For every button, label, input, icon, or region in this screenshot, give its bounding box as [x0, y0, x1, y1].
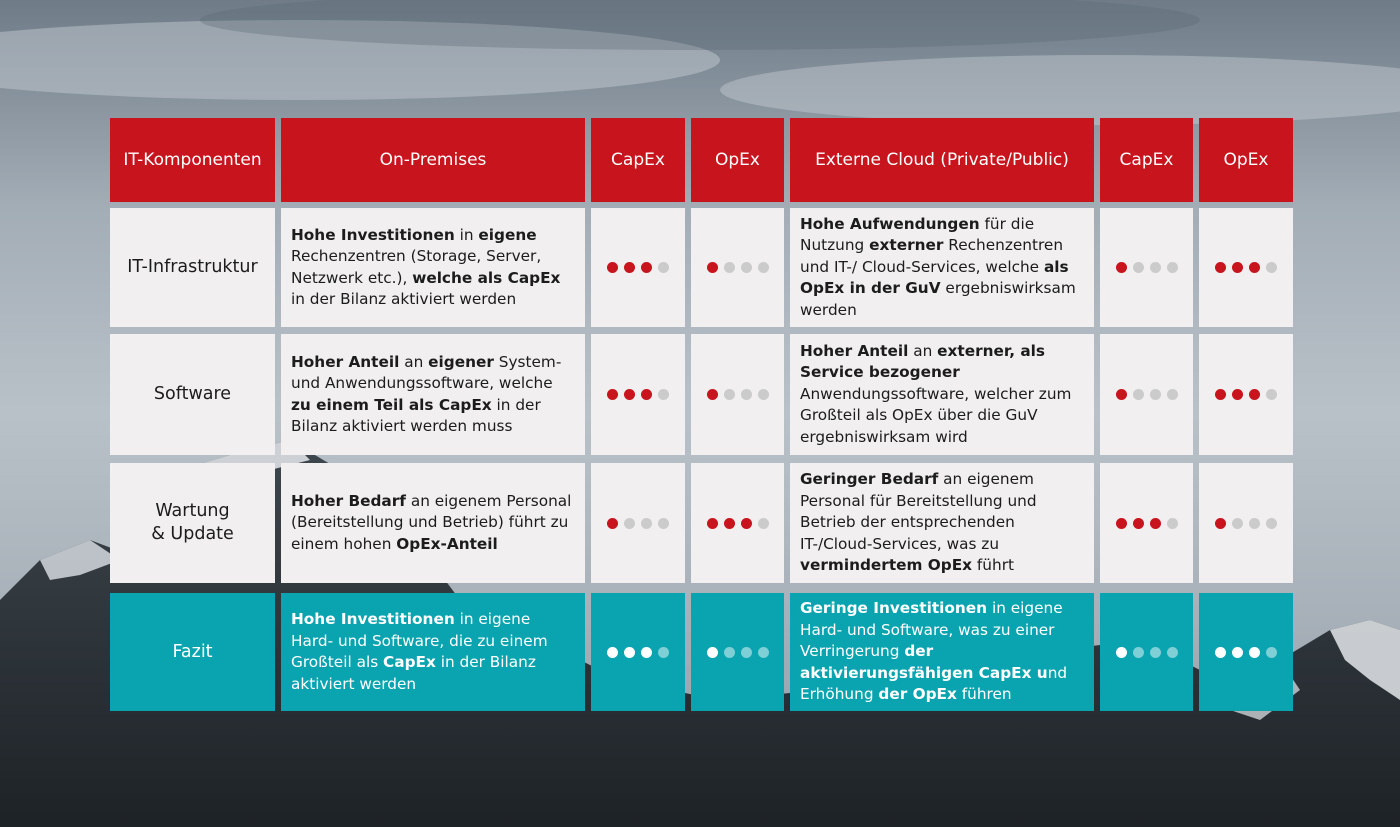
rating-dot-empty [1266, 389, 1277, 400]
rating-dot-filled [1215, 647, 1226, 658]
row-label: IT-Infrastruktur [127, 257, 258, 277]
rating-dots [607, 389, 669, 400]
header-label: CapEx [611, 150, 665, 170]
infra-cloud-text [790, 208, 1094, 327]
row-label: Wartung & Update [151, 501, 234, 544]
rating-dot-filled [1116, 647, 1127, 658]
header-label: IT-Komponenten [123, 150, 262, 170]
rating-dot-empty [641, 518, 652, 529]
rating-dot-empty [1150, 262, 1161, 273]
rating-dot-filled [1215, 518, 1226, 529]
rating-dots [607, 262, 669, 273]
conclusion-onprem-opex-rating [691, 593, 784, 711]
maintenance-onprem-text [281, 463, 585, 583]
cell-text: Hoher Bedarf an eigenem Personal (Bereitstellung und Betrieb) führt zu einem hohen OpEx-Anteil [291, 491, 572, 553]
infra-cloud-capex-rating [1100, 208, 1193, 327]
rating-dots [707, 262, 769, 273]
conclusion-cloud-opex-rating [1199, 593, 1293, 711]
header-label: OpEx [715, 150, 760, 170]
rating-dot-filled [641, 262, 652, 273]
rating-dot-filled [1249, 389, 1260, 400]
maintenance-cloud-opex-rating [1199, 463, 1293, 583]
software-cloud-capex-rating [1100, 334, 1193, 455]
rating-dot-empty [724, 262, 735, 273]
rating-dots [1215, 262, 1277, 273]
header-opex-cloud [1199, 118, 1293, 202]
rating-dot-empty [1249, 518, 1260, 529]
header-capex-onprem [591, 118, 685, 202]
row-label: Software [153, 384, 232, 404]
rating-dot-empty [741, 647, 752, 658]
rating-dot-empty [741, 389, 752, 400]
infra-onprem-capex-rating [591, 208, 685, 327]
rating-dots [1116, 647, 1178, 658]
header-label: OpEx [1223, 150, 1269, 170]
header-label: Externe Cloud (Private/Public) [815, 150, 1069, 170]
software-onprem-capex-rating [591, 334, 685, 455]
row-label-conclusion [110, 593, 275, 711]
rating-dot-filled [607, 647, 618, 658]
rating-dot-empty [658, 262, 669, 273]
conclusion-cloud-text [790, 593, 1094, 711]
rating-dots [1116, 262, 1178, 273]
rating-dot-filled [1249, 647, 1260, 658]
maintenance-cloud-capex-rating [1100, 463, 1193, 583]
rating-dot-filled [1116, 389, 1127, 400]
rating-dots [1215, 389, 1277, 400]
rating-dot-empty [1266, 647, 1277, 658]
rating-dot-filled [607, 389, 618, 400]
rating-dots [1116, 389, 1178, 400]
rating-dot-empty [658, 647, 669, 658]
software-onprem-opex-rating [691, 334, 784, 455]
rating-dots [707, 389, 769, 400]
rating-dot-filled [724, 518, 735, 529]
cell-text: Hoher Anteil an externer, als Service bezogener Anwendungssoftware, welcher zum Großteil als OpEx über die GuV ergebniswirksam wird [800, 341, 1072, 446]
cell-text: Geringe Investitionen in eigene Hard- und Software, was zu einer Verringerung der aktivierungsfähigen CapEx und Erhöhung der OpEx führen [800, 599, 1068, 704]
row-label-it-infrastructure [110, 208, 275, 327]
rating-dot-filled [707, 647, 718, 658]
infra-cloud-opex-rating [1199, 208, 1293, 327]
maintenance-onprem-opex-rating [691, 463, 784, 583]
rating-dot-filled [624, 262, 635, 273]
rating-dot-filled [607, 518, 618, 529]
rating-dot-empty [724, 389, 735, 400]
rating-dot-empty [1150, 647, 1161, 658]
rating-dots [707, 518, 769, 529]
rating-dots [1215, 647, 1277, 658]
rating-dots [607, 647, 669, 658]
header-label: On-Premises [379, 150, 487, 170]
maintenance-cloud-text [790, 463, 1094, 583]
rating-dot-filled [1249, 262, 1260, 273]
rating-dot-filled [607, 262, 618, 273]
rating-dot-empty [1167, 262, 1178, 273]
rating-dot-filled [641, 647, 652, 658]
rating-dot-filled [1116, 262, 1127, 273]
rating-dot-empty [624, 518, 635, 529]
cell-text: Hoher Anteil an eigener System- und Anwendungssoftware, welche zu einem Teil als CapEx in der Bilanz aktiviert werden muss [291, 352, 562, 435]
rating-dot-empty [1133, 647, 1144, 658]
rating-dot-empty [1167, 647, 1178, 658]
rating-dot-filled [707, 389, 718, 400]
software-cloud-text [790, 334, 1094, 455]
rating-dot-filled [624, 647, 635, 658]
cell-text: Geringer Bedarf an eigenem Personal für Bereitstellung und Betrieb der entsprechenden IT-/Cloud-Services, was zu vermindertem OpEx führt [800, 470, 1037, 575]
rating-dots [607, 518, 669, 529]
rating-dot-empty [758, 389, 769, 400]
software-onprem-text [281, 334, 585, 455]
rating-dot-empty [758, 647, 769, 658]
rating-dot-empty [1150, 389, 1161, 400]
rating-dot-empty [724, 647, 735, 658]
row-label-software [110, 334, 275, 455]
rating-dot-filled [1232, 262, 1243, 273]
rating-dot-empty [758, 262, 769, 273]
rating-dot-filled [1232, 647, 1243, 658]
cell-text: Hohe Aufwendungen für die Nutzung externer Rechenzentren und IT-/ Cloud-Services, welche als OpEx in der GuV ergebniswirksam werden [800, 214, 1076, 319]
rating-dot-filled [641, 389, 652, 400]
rating-dot-empty [1167, 518, 1178, 529]
rating-dot-empty [1232, 518, 1243, 529]
maintenance-onprem-capex-rating [591, 463, 685, 583]
rating-dot-empty [1133, 262, 1144, 273]
header-capex-cloud [1100, 118, 1193, 202]
rating-dot-filled [1133, 518, 1144, 529]
rating-dot-empty [658, 518, 669, 529]
rating-dot-filled [624, 389, 635, 400]
header-external-cloud [790, 118, 1094, 202]
header-it-components [110, 118, 275, 202]
software-cloud-opex-rating [1199, 334, 1293, 455]
row-label: Fazit [172, 642, 213, 662]
rating-dot-empty [741, 262, 752, 273]
header-opex-onprem [691, 118, 784, 202]
cell-text: Hohe Investitionen in eigene Rechenzentren (Storage, Server, Netzwerk etc.), welche als CapEx in der Bilanz aktiviert werden [291, 225, 561, 308]
rating-dot-empty [1266, 262, 1277, 273]
rating-dot-filled [1215, 262, 1226, 273]
header-label: CapEx [1119, 150, 1174, 170]
rating-dot-filled [1150, 518, 1161, 529]
rating-dot-empty [658, 389, 669, 400]
rating-dot-empty [1266, 518, 1277, 529]
rating-dot-empty [1133, 389, 1144, 400]
infra-onprem-text [281, 208, 585, 327]
conclusion-onprem-text [281, 593, 585, 711]
cell-text: Hohe Investitionen in eigene Hard- und Software, die zu einem Großteil als CapEx in der Bilanz aktiviert werden [291, 610, 548, 693]
header-on-premises [281, 118, 585, 202]
rating-dot-filled [1215, 389, 1226, 400]
row-label-maintenance-update [110, 463, 275, 583]
rating-dot-empty [758, 518, 769, 529]
rating-dots [1215, 518, 1277, 529]
rating-dot-filled [1232, 389, 1243, 400]
rating-dots [707, 647, 769, 658]
rating-dot-filled [1116, 518, 1127, 529]
conclusion-cloud-capex-rating [1100, 593, 1193, 711]
rating-dot-filled [707, 262, 718, 273]
rating-dot-empty [1167, 389, 1178, 400]
rating-dot-filled [707, 518, 718, 529]
rating-dot-filled [741, 518, 752, 529]
conclusion-onprem-capex-rating [591, 593, 685, 711]
infra-onprem-opex-rating [691, 208, 784, 327]
rating-dots [1116, 518, 1178, 529]
